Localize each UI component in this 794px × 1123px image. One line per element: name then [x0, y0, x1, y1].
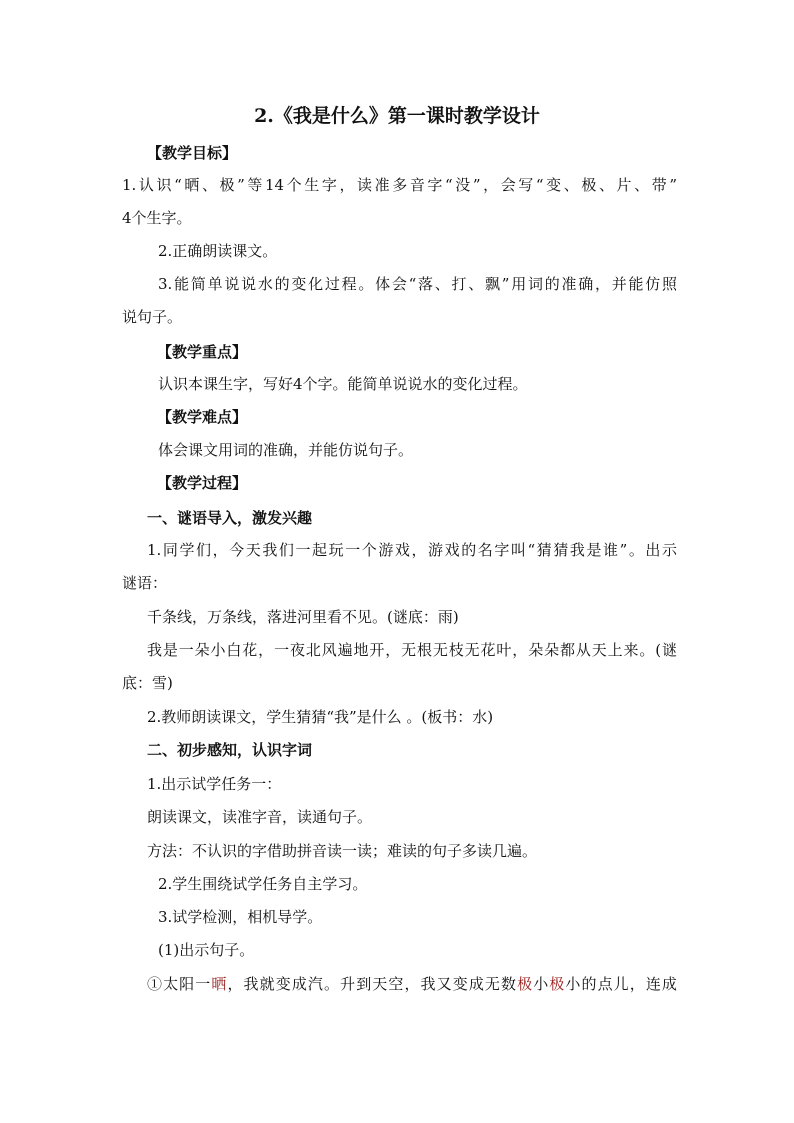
section-2-paragraph-4: 2.学生围绕试学任务自主学习。 — [158, 875, 368, 893]
sentence-part: 小 — [533, 975, 550, 993]
highlighted-char-shai: 晒 — [211, 975, 228, 993]
riddle-2-line-2: 底：雪) — [122, 674, 173, 692]
sentence-part: ①太阳一 — [147, 975, 212, 993]
section-1-paragraph-2: 2.教师朗读课文，学生猜猜“我”是什么 。(板书：水) — [147, 708, 494, 726]
riddle-1: 千条线，万条线，落进河里看不见。(谜底：雨) — [147, 608, 459, 626]
difficulties-heading: 【教学难点】 — [157, 408, 248, 426]
objective-3-line-2: 说句子。 — [122, 308, 183, 326]
page-title: 2.《我是什么》第一课时教学设计 — [254, 105, 540, 127]
section-2-paragraph-6: (1)出示句子。 — [158, 941, 255, 959]
objectives-heading: 【教学目标】 — [147, 144, 238, 162]
key-points-text: 认识本课生字，写好4个字。能简单说说水的变化过程。 — [158, 375, 528, 393]
objective-3-line-1: 3.能简单说说水的变化过程。体会“落、打、飘”用词的准确，并能仿照 — [158, 275, 677, 293]
section-2-heading: 二、初步感知，认识字词 — [147, 741, 313, 759]
section-1-paragraph-1-line-1: 1.同学们，今天我们一起玩一个游戏，游戏的名字叫“猜猜我是谁”。出示 — [147, 541, 677, 559]
section-1-heading: 一、谜语导入，激发兴趣 — [147, 509, 313, 527]
section-2-paragraph-5: 3.试学检测，相机导学。 — [158, 908, 323, 926]
section-2-paragraph-1: 1.出示试学任务一： — [147, 775, 282, 793]
riddle-2-line-1: 我是一朵小白花，一夜北风遍地开，无根无枝无花叶，朵朵都从天上来。(谜 — [147, 641, 677, 659]
section-2-paragraph-2: 朗读课文，读准字音，读通句子。 — [147, 808, 373, 826]
objective-1-line-1: 1.认识“晒、极”等14个生字，读准多音字“没”，会写“变、极、片、带” — [122, 176, 677, 194]
section-1-paragraph-1-line-2: 谜语： — [122, 574, 168, 592]
highlighted-char-ji: 极 — [517, 975, 534, 993]
sentence-part: 小的点儿，连成 — [565, 975, 677, 993]
objective-2: 2.正确朗读课文。 — [158, 242, 278, 260]
highlighted-char-ji: 极 — [549, 975, 566, 993]
key-points-heading: 【教学重点】 — [157, 343, 248, 361]
sentence-part: ，我就变成汽。升到天空，我又变成无数 — [227, 975, 518, 993]
difficulties-text: 体会课文用词的准确，并能仿说句子。 — [158, 441, 414, 459]
example-sentence — [147, 974, 677, 994]
objective-1-line-2: 4个生字。 — [122, 209, 192, 227]
section-2-paragraph-3: 方法：不认识的字借助拼音读一读；难读的句子多读几遍。 — [147, 842, 538, 860]
process-heading: 【教学过程】 — [157, 474, 248, 492]
